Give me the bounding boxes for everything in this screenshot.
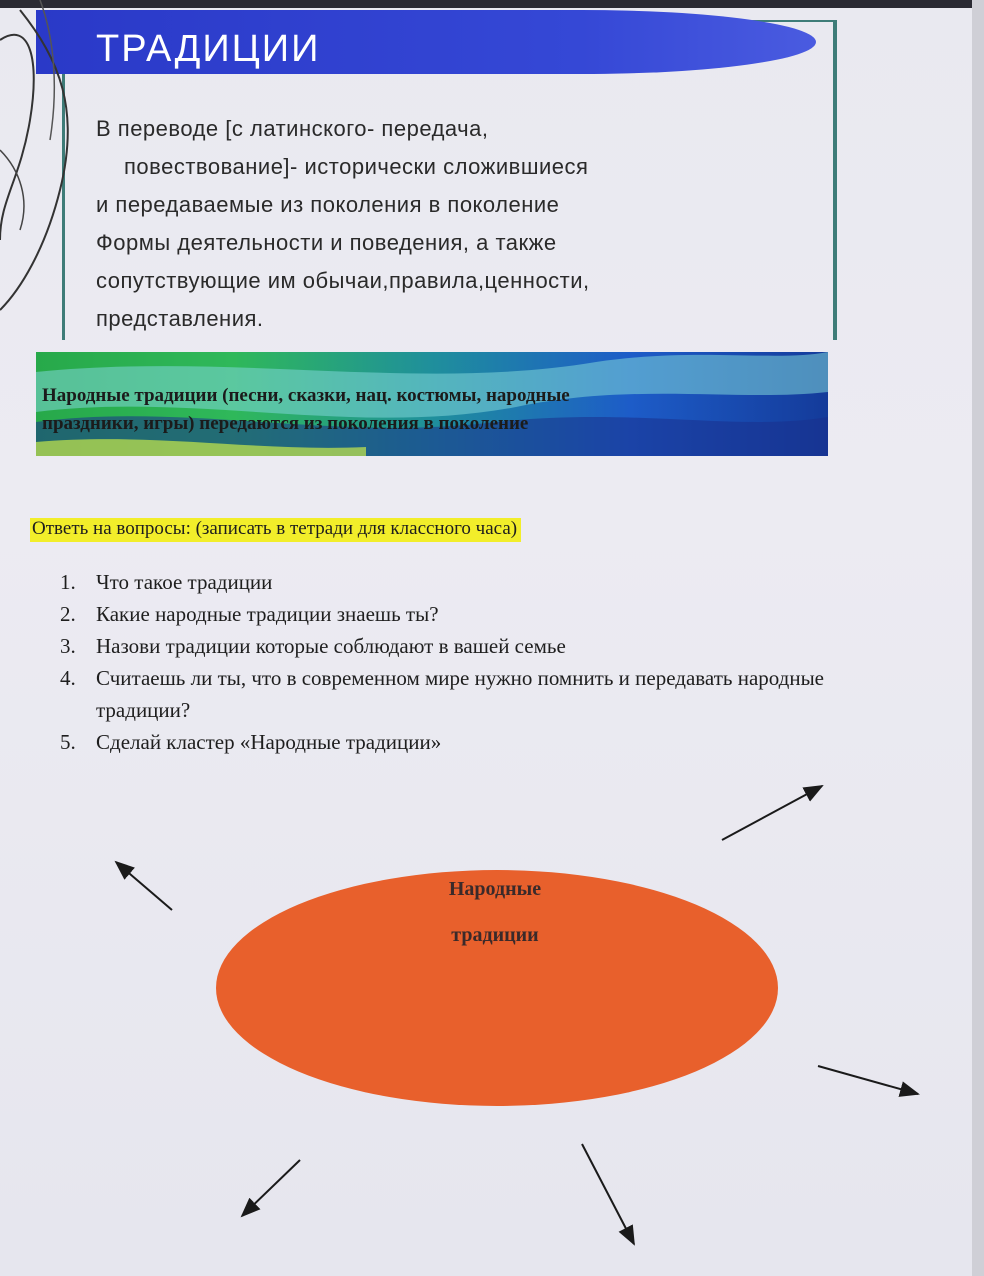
question-number: 3. — [60, 634, 76, 658]
cluster-label-line-2: традиции — [451, 924, 539, 946]
definition-line: В переводе [с латинского- передача, — [96, 116, 489, 141]
questions-header: Ответь на вопросы: (записать в тетради для классного часа) — [30, 518, 521, 542]
question-text: Что такое традиции — [96, 570, 273, 594]
arrow-right — [818, 1066, 918, 1094]
definition-line: повествование]- исторически сложившиеся — [124, 154, 589, 179]
question-text: Сделай кластер «Народные традиции» — [96, 730, 442, 754]
folk-line-2: праздники, игры) передаются из поколения в поколение — [42, 413, 529, 434]
arrow-bottom — [582, 1144, 634, 1244]
definition-line: представления. — [96, 306, 264, 331]
arrow-upper-right — [722, 786, 822, 840]
question-text: Назови традиции которые соблюдают в вашей семье — [96, 634, 566, 658]
arrow-lower-left — [242, 1160, 300, 1216]
question-number: 5. — [60, 730, 76, 754]
definition-line: Формы деятельности и поведения, а также — [96, 230, 557, 255]
cluster-label-line-1: Народные — [448, 878, 542, 900]
definition-line: и передаваемые из поколения в поколение — [96, 192, 560, 217]
question-text: Считаешь ли ты, что в современном мире нужно помнить и передавать народные традиции? — [96, 666, 825, 722]
slide-title: ТРАДИЦИИ — [96, 28, 321, 70]
question-number: 2. — [60, 602, 76, 626]
question-number: 1. — [60, 570, 76, 594]
arrow-upper-left — [116, 862, 172, 910]
definition-line: сопутствующие им обычаи,правила,ценности, — [96, 268, 590, 293]
question-number: 4. — [60, 666, 76, 690]
folk-line-1: Народные традиции (песни, сказки, нац. костюмы, народные — [42, 385, 570, 406]
question-text: Какие народные традиции знаешь ты? — [96, 602, 439, 626]
